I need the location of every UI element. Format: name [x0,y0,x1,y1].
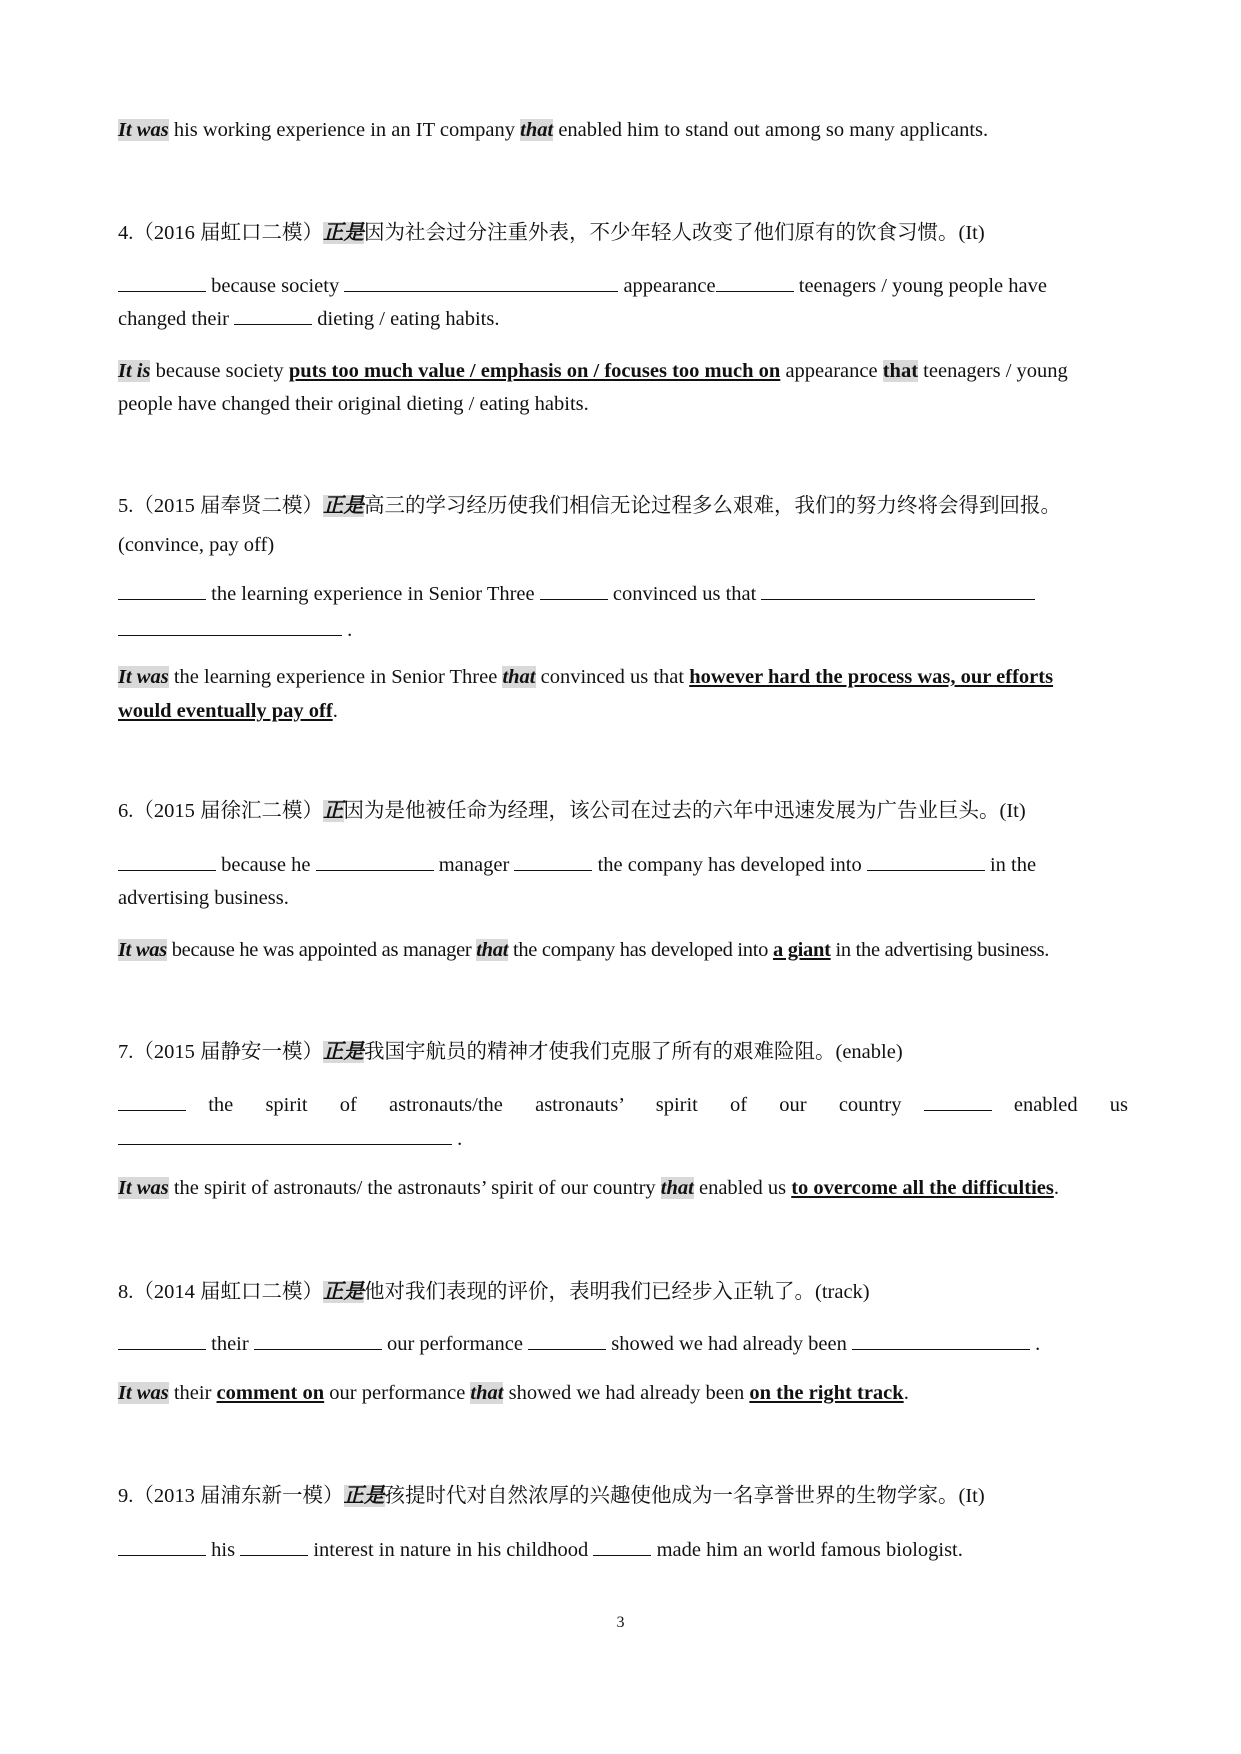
blank[interactable] [234,306,312,325]
question-6-line-1: because he manager the company has developed into in the [118,851,1128,879]
question-4-line-1: because society appearance teenagers / young people have [118,272,1128,300]
question-5-prompt: 5.（2015 届奉贤二模）正是高三的学习经历使我们相信无论过程多么艰难，我们的努力终将会得到回报。 [118,495,1061,517]
question-4-answer-2: people have changed their original dieting / eating habits. [118,393,589,415]
blank[interactable] [118,273,206,292]
question-6-answer-1: It was because he was appointed as manager that the company has developed into a giant in the advertising business. [118,939,1050,961]
blank[interactable] [852,1331,1030,1350]
prev-answer-line: It was his working experience in an IT company that enabled him to stand out among so many applicants. [118,119,989,141]
question-4-answer-1: It is because society puts too much value / emphasis on / focuses too much on appearance that teenagers / young [118,360,1068,382]
blank[interactable] [344,273,618,292]
answer-fill: however hard the process was, our efforts [689,666,1054,688]
question-9-line-1: his interest in nature in his childhood made him an world famous biologist. [118,1536,1128,1564]
blank[interactable] [118,852,216,871]
blank[interactable] [118,581,206,600]
blank[interactable] [528,1331,606,1350]
answer-lead: It was [118,119,169,141]
blank[interactable] [924,1092,992,1111]
question-4-prompt: 4.（2016 届虹口二模）正是因为社会过分注重外表，不少年轻人改变了他们原有的饮食习惯。(It) [118,222,985,244]
answer-that: that [520,119,554,141]
blank[interactable] [118,1092,186,1111]
question-5-answer-1: It was the learning experience in Senior Three that convinced us that however hard the process was, our efforts [118,666,1054,688]
answer-fill: comment on [216,1382,325,1404]
blank[interactable] [240,1537,308,1556]
answer-fill: on the right track [749,1382,904,1404]
question-6-line-2: advertising business. [118,887,289,909]
question-5-answer-2: would eventually pay off. [118,700,338,722]
blank[interactable] [514,852,592,871]
answer-fill: to overcome all the difficulties [791,1177,1054,1199]
blank[interactable] [118,617,342,636]
question-9-prompt: 9.（2013 届浦东新一模）正是孩提时代对自然浓厚的兴趣使他成为一名享誉世界的生物学家。(It) [118,1485,985,1507]
question-5-line-2: . [118,616,1128,644]
answer-fill: would eventually pay off [118,700,333,722]
page-number: 3 [616,1614,625,1631]
question-7-line-2: . [118,1125,1128,1153]
question-5-line-1: the learning experience in Senior Three convinced us that [118,580,1128,608]
question-8-line-1: their our performance showed we had already been . [118,1330,1128,1358]
question-5-hint: (convince, pay off) [118,534,275,556]
blank[interactable] [118,1331,206,1350]
blank[interactable] [254,1331,382,1350]
answer-fill: a giant [772,939,831,961]
question-4-line-2: changed their dieting / eating habits. [118,308,500,330]
question-6-prompt: 6.（2015 届徐汇二模）正因为是他被任命为经理，该公司在过去的六年中迅速发展为广告业巨头。(It) [118,800,1026,822]
blank[interactable] [867,852,985,871]
answer-fill: puts too much value / emphasis on / focuses too much on [288,360,781,382]
blank[interactable] [593,1537,651,1556]
blank[interactable] [540,581,608,600]
blank[interactable] [716,273,794,292]
question-7-prompt: 7.（2015 届静安一模）正是我国宇航员的精神才使我们克服了所有的艰难险阻。(enable) [118,1041,903,1063]
blank[interactable] [118,1537,206,1556]
question-7-line-1: the spirit of astronauts/the astronauts’ spirit of our country enabled us [118,1091,1128,1119]
blank[interactable] [316,852,434,871]
question-8-prompt: 8.（2014 届虹口二模）正是他对我们表现的评价，表明我们已经步入正轨了。(track) [118,1281,870,1303]
question-8-answer-1: It was their comment on our performance that showed we had already been on the right track. [118,1382,909,1404]
blank[interactable] [761,581,1035,600]
question-7-answer-1: It was the spirit of astronauts/ the astronauts’ spirit of our country that enabled us to overcome all the difficulties. [118,1177,1059,1199]
blank[interactable] [118,1126,452,1145]
